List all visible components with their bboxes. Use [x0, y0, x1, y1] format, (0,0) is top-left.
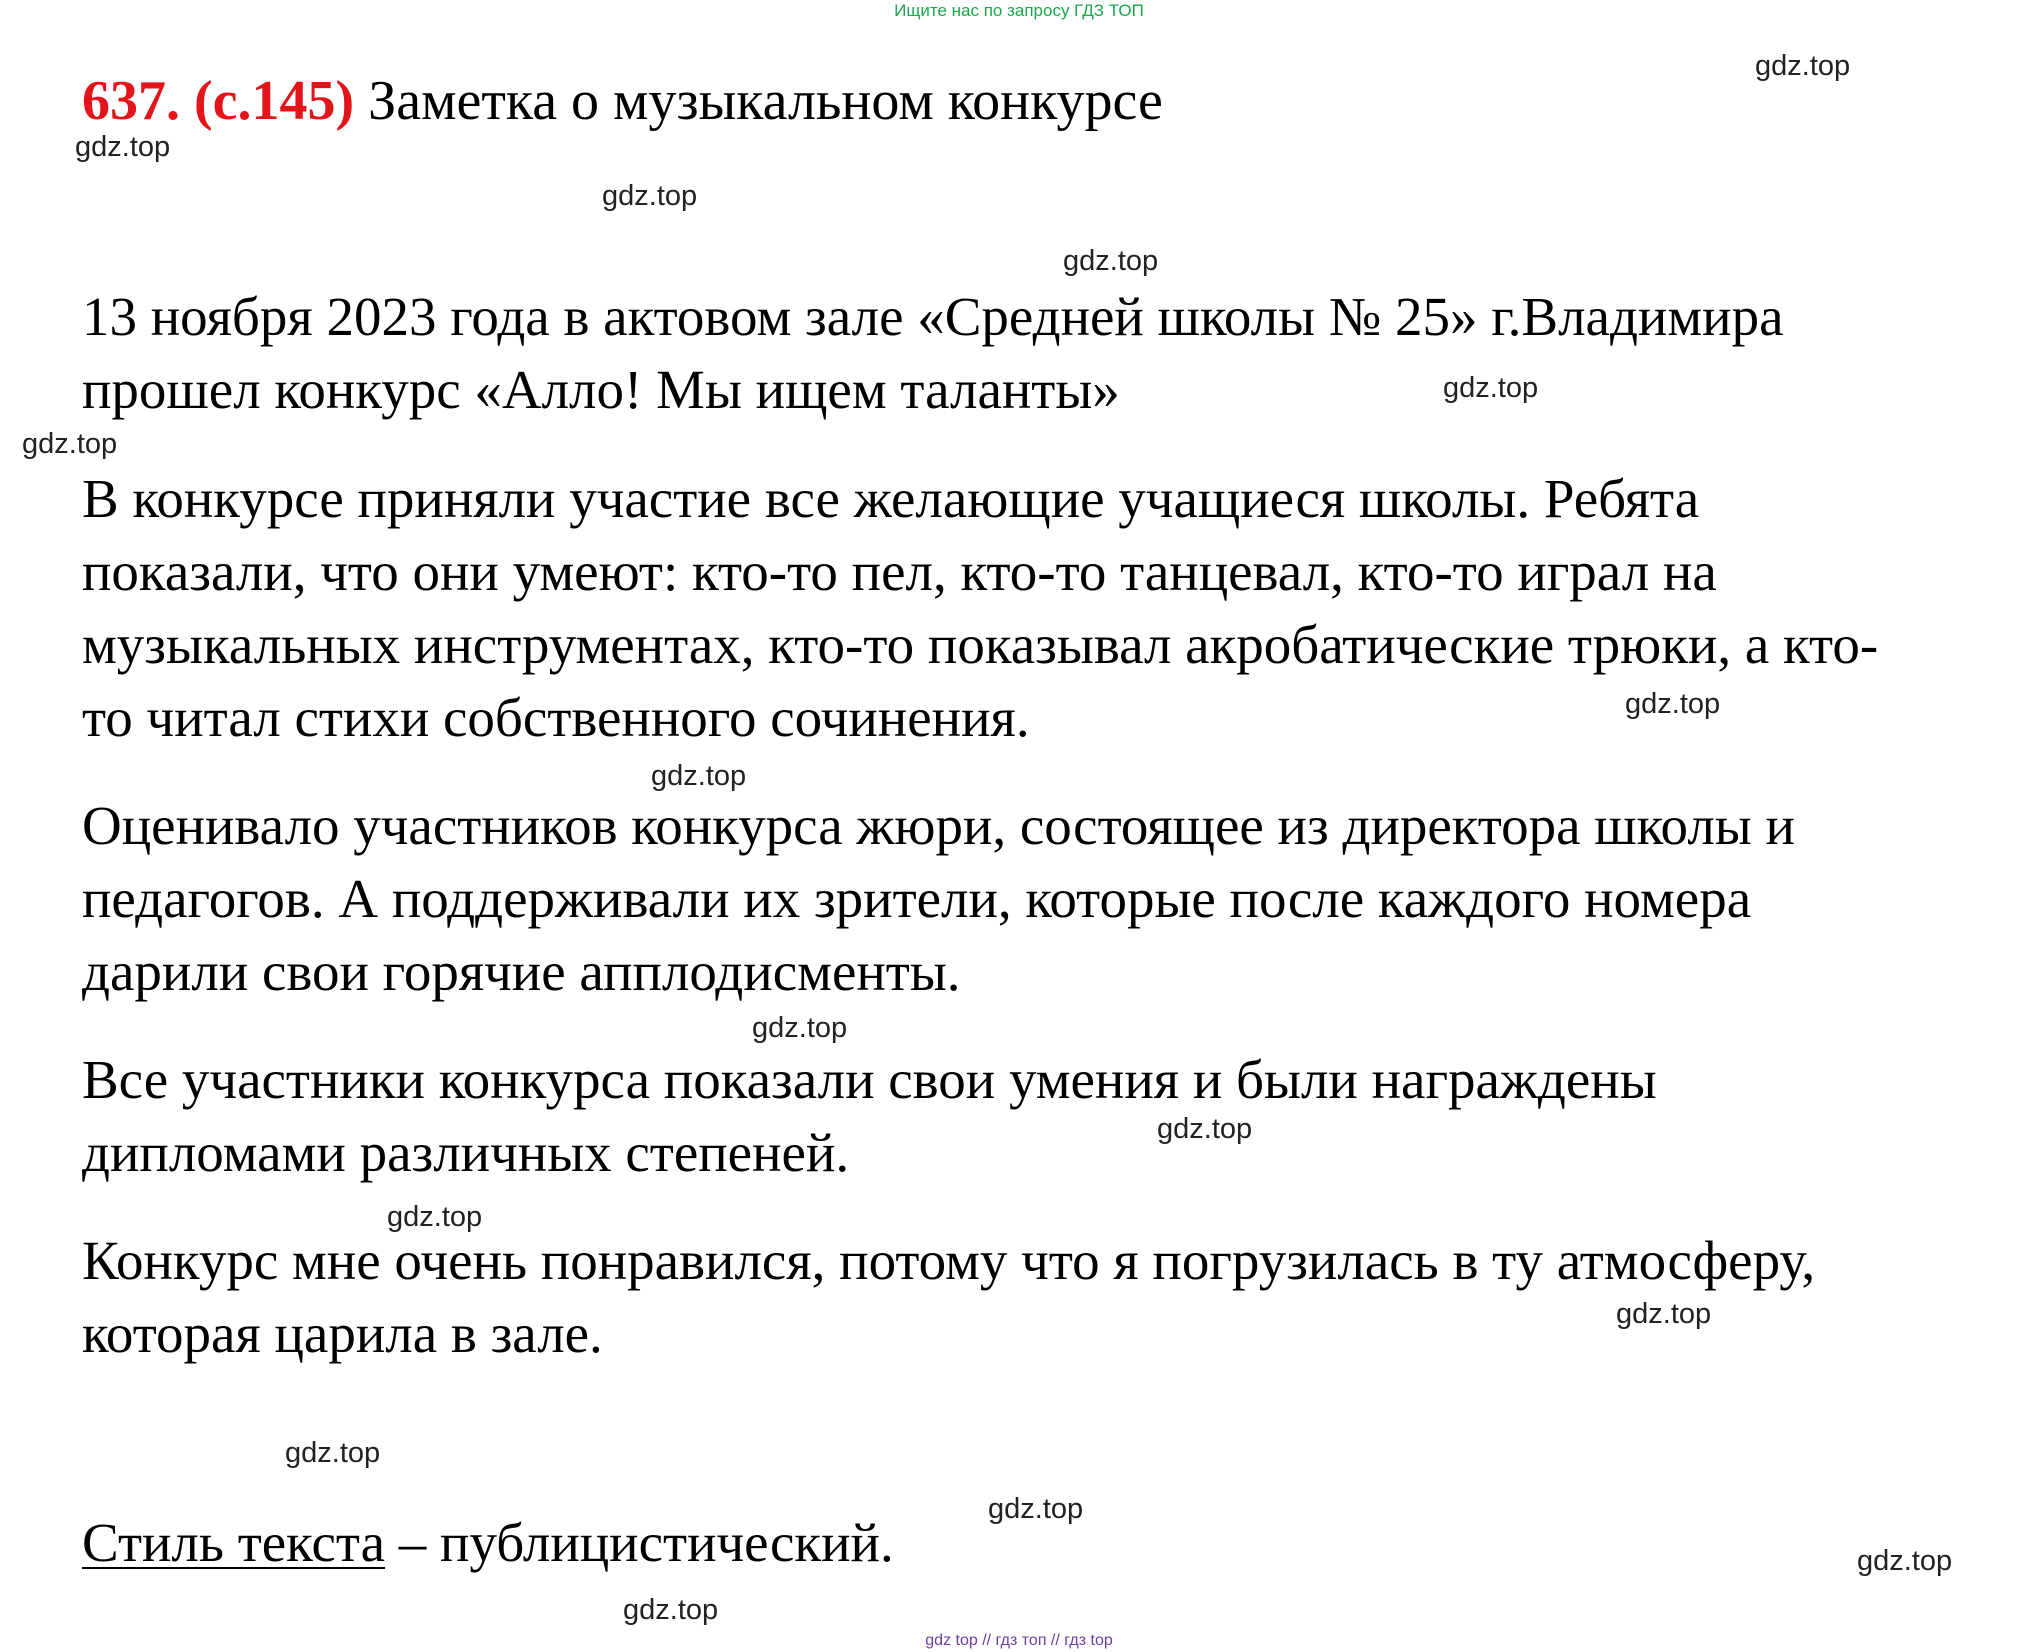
watermark: gdz.top	[22, 428, 118, 460]
watermark: gdz.top	[623, 1594, 719, 1626]
watermark: gdz.top	[1625, 688, 1721, 720]
exercise-number: 637. (с.145)	[82, 70, 355, 132]
watermark: gdz.top	[387, 1201, 483, 1233]
paragraph-2: В конкурсе приняли участие все желающие учащиеся школы. Ребята показали, что они умеют: кто-то пел, кто-то танцевал, кто-то играл на музыкальных инструментах, кто-то показывал акробатические трюки, а кто- то читал стихи собственного сочинения.	[82, 468, 1879, 748]
search-hint: Ищите нас по запросу ГДЗ ТОП	[894, 1, 1144, 20]
watermark: gdz.top	[75, 131, 171, 163]
watermark: gdz.top	[1063, 245, 1159, 277]
watermark: gdz.top	[752, 1012, 848, 1044]
paragraph-1: 13 ноября 2023 года в актовом зале «Средней школы № 25» г.Владимира прошел конкурс «Алло! Мы ищем таланты»	[82, 286, 1784, 420]
watermark: gdz.top	[602, 180, 698, 212]
watermark: gdz.top	[1616, 1298, 1712, 1330]
page-title	[82, 66, 1163, 136]
watermark: gdz.top	[285, 1437, 381, 1469]
paragraph-5: Конкурс мне очень понравился, потому что я погрузилась в ту атмосферу, которая царила в зале.	[82, 1230, 1816, 1364]
paragraph-3: Оценивало участников конкурса жюри, состоящее из директора школы и педагогов. А поддерживали их зрители, которые после каждого номера дарили свои горячие апплодисменты.	[82, 795, 1795, 1002]
text-style-label: Стиль текста	[82, 1512, 386, 1573]
footer-links: gdz top // гдз топ // гдз top	[925, 1632, 1113, 1649]
text-style-value: – публицистический.	[385, 1512, 894, 1573]
watermark: gdz.top	[1443, 372, 1539, 404]
watermark: gdz.top	[1157, 1113, 1253, 1145]
paragraph-4: Все участники конкурса показали свои умения и были награждены дипломами различных степеней.	[82, 1049, 1657, 1183]
exercise-title: Заметка о музыкальном конкурсе	[368, 70, 1163, 132]
watermark: gdz.top	[988, 1493, 1084, 1525]
watermark: gdz.top	[1755, 50, 1851, 82]
watermark: gdz.top	[651, 760, 747, 792]
text-style-line	[82, 1508, 894, 1578]
watermark: gdz.top	[1857, 1545, 1953, 1577]
